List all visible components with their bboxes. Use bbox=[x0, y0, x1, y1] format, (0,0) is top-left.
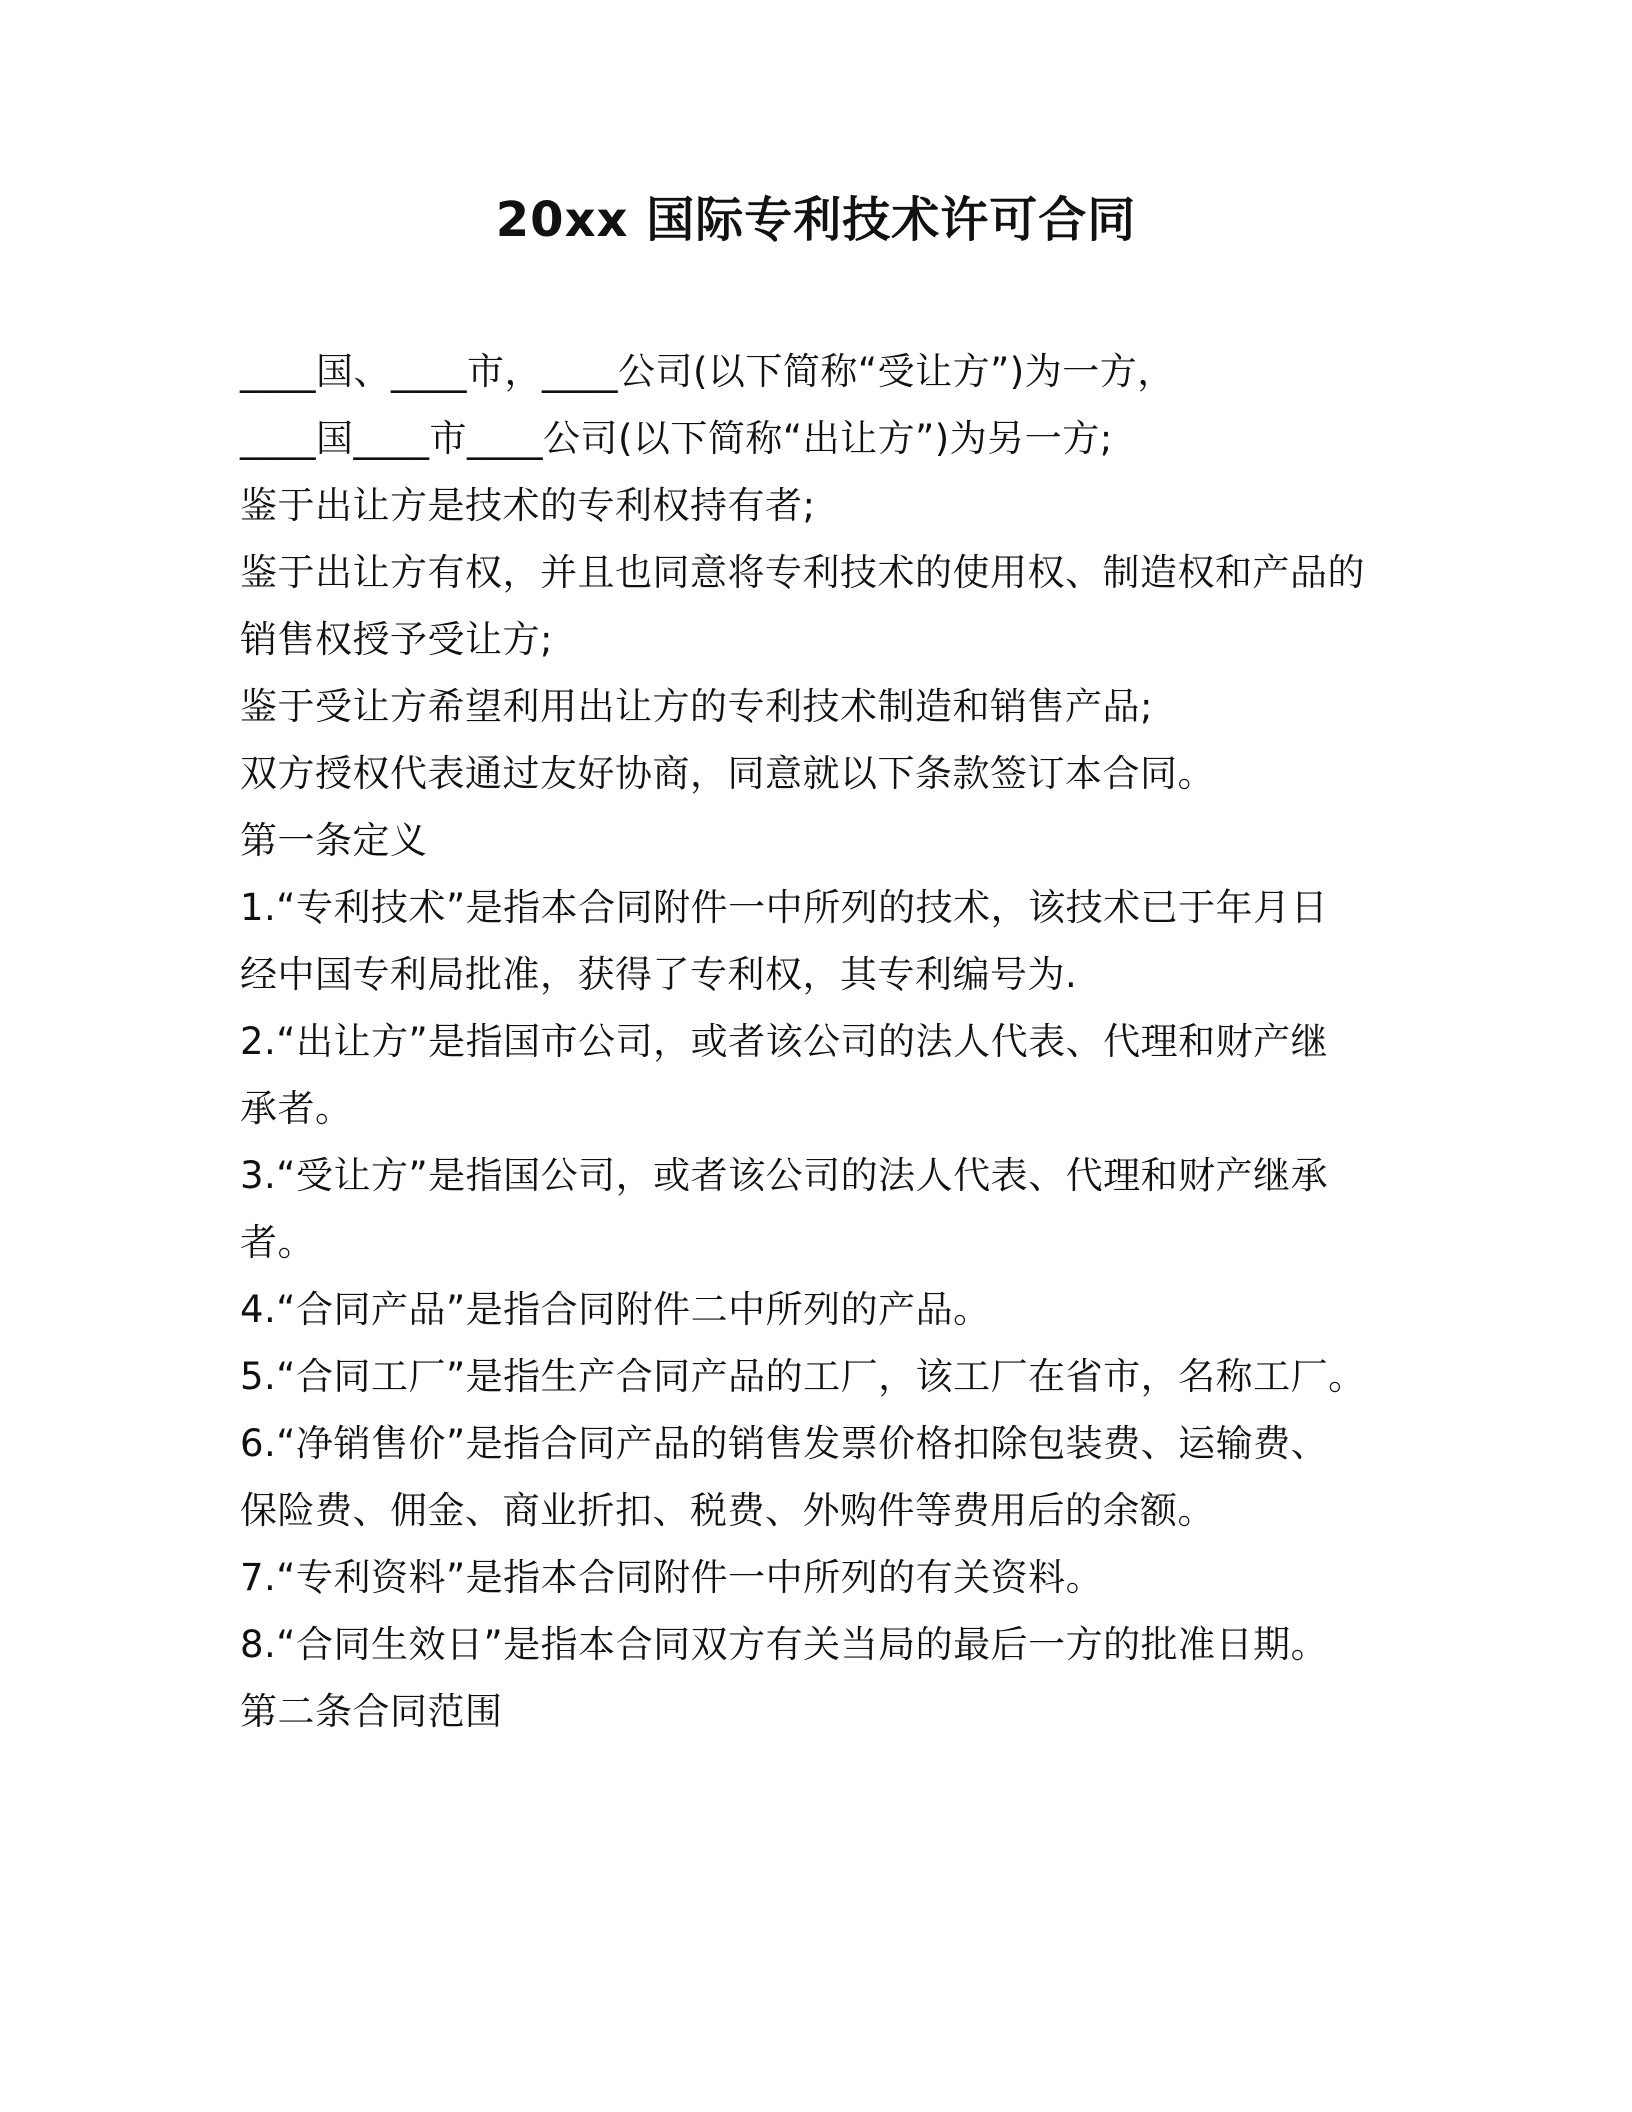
recital-line: 鉴于出让方是技术的专利权持有者; bbox=[240, 484, 816, 527]
article-heading: 第一条定义 bbox=[240, 819, 428, 862]
party-b-line: ____国____市____公司(以下简称“出让方”)为另一方; bbox=[240, 417, 1113, 460]
definition-line: 3.“受让方”是指国公司，或者该公司的法人代表、代理和财产继承 bbox=[240, 1154, 1329, 1197]
recital-line: 鉴于出让方有权，并且也同意将专利技术的使用权、制造权和产品的 bbox=[240, 551, 1365, 594]
recital-line: 鉴于受让方希望利用出让方的专利技术制造和销售产品; bbox=[240, 685, 1153, 728]
definition-line: 1.“专利技术”是指本合同附件一中所列的技术，该技术已于年月日 bbox=[240, 886, 1329, 929]
document-body bbox=[240, 338, 1400, 1745]
definition-line: 者。 bbox=[240, 1221, 315, 1264]
definition-line: 2.“出让方”是指国市公司，或者该公司的法人代表、代理和财产继 bbox=[240, 1020, 1329, 1063]
recital-line: 双方授权代表通过友好协商，同意就以下条款签订本合同。 bbox=[240, 752, 1215, 795]
definition-line: 8.“合同生效日”是指本合同双方有关当局的最后一方的批准日期。 bbox=[240, 1623, 1329, 1666]
article-heading: 第二条合同范围 bbox=[240, 1690, 503, 1733]
definition-line: 保险费、佣金、商业折扣、税费、外购件等费用后的余额。 bbox=[240, 1489, 1215, 1532]
definition-line: 6.“净销售价”是指合同产品的销售发票价格扣除包装费、运输费、 bbox=[240, 1422, 1329, 1465]
definition-line: 经中国专利局批准，获得了专利权，其专利编号为. bbox=[240, 953, 1078, 996]
document-title: 20xx 国际专利技术许可合同 bbox=[495, 192, 1137, 248]
definition-line: 7.“专利资料”是指本合同附件一中所列的有关资料。 bbox=[240, 1556, 1104, 1599]
definition-line: 4.“合同产品”是指合同附件二中所列的产品。 bbox=[240, 1288, 991, 1331]
definition-line: 承者。 bbox=[240, 1087, 353, 1130]
definition-line: 5.“合同工厂”是指生产合同产品的工厂，该工厂在省市，名称工厂。 bbox=[240, 1355, 1366, 1398]
recital-line: 销售权授予受让方; bbox=[240, 618, 553, 661]
party-a-line: ____国、____市，____公司(以下简称“受让方”)为一方， bbox=[240, 350, 1175, 393]
